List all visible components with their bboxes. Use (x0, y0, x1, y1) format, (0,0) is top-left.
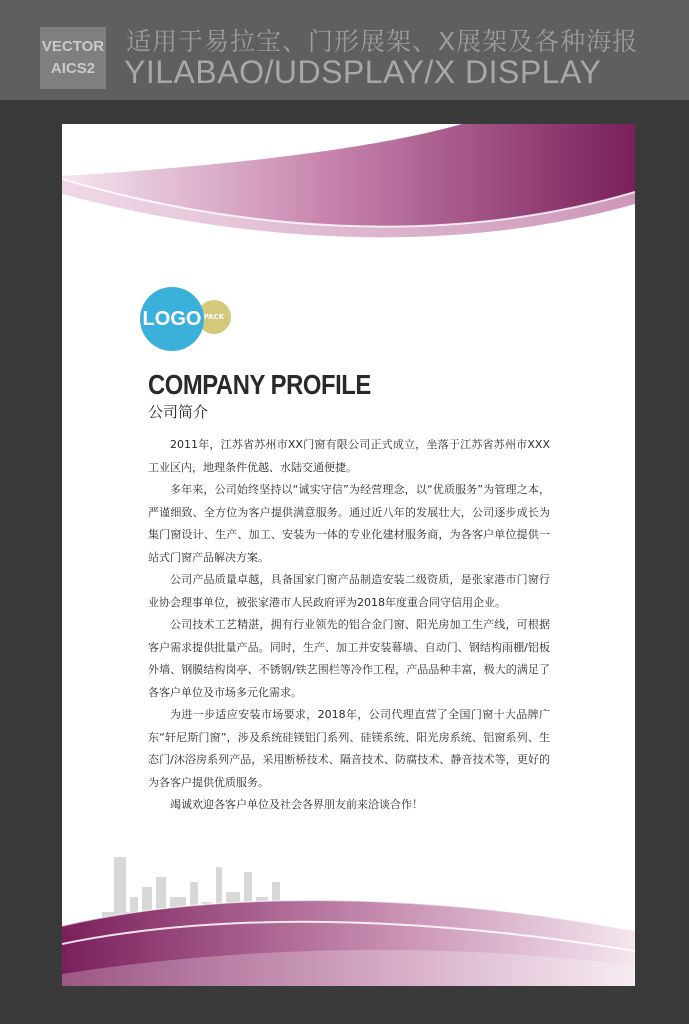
profile-text (148, 434, 550, 817)
paragraph: 2011年，江苏省苏州市XX门窗有限公司正式成立，坐落于江苏省苏州市XXX工业区内，地理条件优越、水陆交通便捷。 (148, 438, 550, 474)
page-title: COMPANY PROFILE (148, 369, 371, 400)
logo-circle: LOGO (140, 287, 204, 351)
top-banner (0, 0, 689, 100)
page-subtitle: 公司简介 (148, 403, 209, 421)
paragraph: 公司技术工艺精湛，拥有行业领先的铝合金门窗、阳光房加工生产线，可根据客户需求提供批量产品。同时，生产、加工并安装幕墙、自动门、钢结构雨棚/铝板外墙、钢膜结构岗亭、不锈钢/铁艺围栏等冷作工程，产品品种丰富，极大的满足了各客户单位及市场多元化需求。 (148, 618, 550, 699)
paragraph: 为进一步适应安装市场要求，2018年，公司代理直营了全国门窗十大品牌广东“轩尼斯门窗”，涉及系统硅镁铝门系列、硅镁系统、阳光房系统、铝窗系列、生态门/沐浴房系列产品，采用断桥技术、隔音技术、防腐技术、静音技术等，更好的为各客户提供优质服务。 (148, 708, 550, 789)
top-wave-graphic (62, 124, 635, 264)
banner-title-en: YILABAO/UDSPLAY/X DISPLAY (124, 54, 602, 90)
badge-line1: VECTOR (41, 38, 105, 55)
logo-pack-circle: PACK (197, 300, 231, 334)
banner-title-cn: 适用于易拉宝、门形展架、X展架及各种海报 (126, 27, 639, 56)
badge-line2: AICS2 (50, 60, 96, 77)
paragraph: 竭诚欢迎各客户单位及社会各界朋友前来洽谈合作！ (170, 798, 423, 811)
poster (62, 124, 635, 986)
bottom-wave-graphic (62, 896, 635, 986)
paragraph: 公司产品质量卓越，具备国家门窗产品制造安装二级资质，是张家港市门窗行业协会理事单位，被张家港市人民政府评为2018年度重合同守信用企业。 (148, 573, 550, 609)
paragraph: 多年来，公司始终坚持以“诚实守信”为经营理念，以“优质服务”为管理之本，严谨细致、全方位为客户提供满意服务。通过近八年的发展壮大，公司逐步成长为集门窗设计、生产、加工、安装为一体的专业化建材服务商，为各客户单位提供一站式门窗产品解决方案。 (148, 483, 550, 564)
vector-badge (40, 27, 106, 89)
